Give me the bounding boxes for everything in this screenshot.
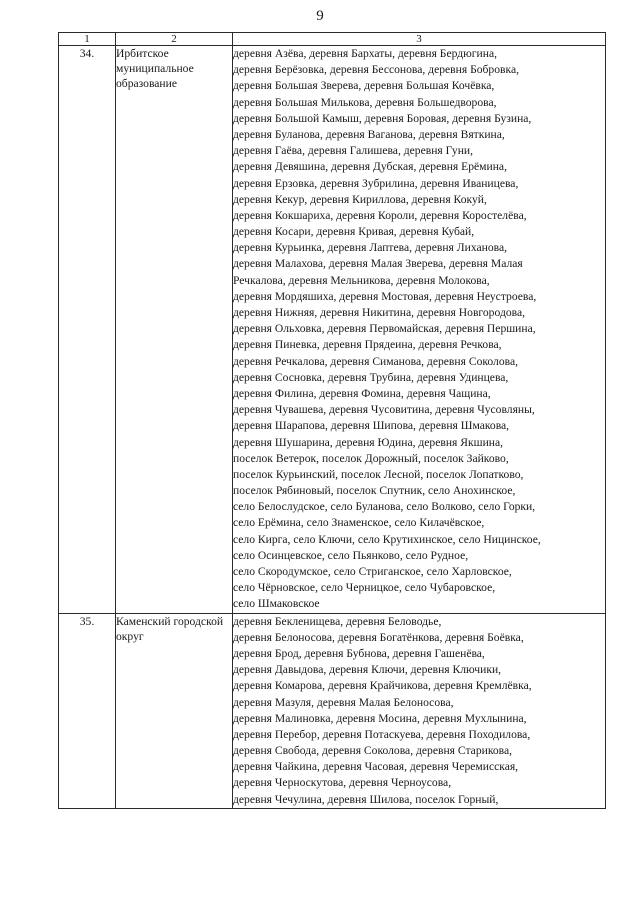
settlement-line: деревня Белоносова, деревня Богатёнкова, деревня Боёвка, [233, 630, 524, 644]
settlement-line: поселок Курьинский, поселок Лесной, поселок Лопатково, [233, 467, 524, 481]
settlement-line: деревня Сосновка, деревня Трубина, деревня Удинцева, [233, 370, 509, 384]
row-number: 35. [59, 613, 116, 808]
settlement-line: село Скородумское, село Стриганское, село Харловское, [233, 565, 512, 578]
settlement-line: деревня Черноскутова, деревня Черноусова, [233, 776, 452, 790]
table-row [59, 613, 606, 808]
settlements-list [233, 613, 606, 808]
settlement-line: деревня Малиновка, деревня Мосина, деревня Мухлынина, [233, 711, 527, 725]
settlement-line: деревня Чечулина, деревня Шилова, поселок Горный, [233, 792, 499, 806]
settlement-line: деревня Давыдова, деревня Ключи, деревня Ключики, [233, 663, 502, 677]
settlements-list [233, 46, 606, 614]
table-body [59, 46, 606, 809]
table-header-row [59, 33, 606, 46]
settlement-line: деревня Курьинка, деревня Лаптева, деревня Лиханова, [233, 241, 508, 255]
settlement-line: деревня Косари, деревня Кривая, деревня Кубай, [233, 225, 475, 239]
municipality-name: Каменский городской округ [116, 613, 233, 808]
row-number: 34. [59, 46, 116, 614]
column-header-2: 2 [116, 33, 233, 46]
settlement-line: деревня Кокшариха, деревня Короли, деревня Коростелёва, [233, 208, 527, 222]
settlement-line: Речкалова, деревня Мельникова, деревня Молокова, [233, 273, 490, 287]
settlement-line: деревня Речкалова, деревня Симанова, деревня Соколова, [233, 354, 518, 368]
settlement-line: деревня Девяшина, деревня Дубская, деревня Ерёмина, [233, 160, 507, 174]
column-header-3: 3 [233, 33, 606, 46]
settlements-table [58, 32, 606, 809]
settlement-line: деревня Филина, деревня Фомина, деревня Чащина, [233, 386, 491, 400]
settlement-line: деревня Буланова, деревня Ваганова, деревня Вяткина, [233, 127, 505, 141]
settlement-line: деревня Нижняя, деревня Никитина, деревня Новгородова, [233, 306, 526, 319]
settlement-line: деревня Чувашева, деревня Чусовитина, деревня Чусовляны, [233, 403, 535, 417]
settlement-line: поселок Ветерок, поселок Дорожный, поселок Зайково, [233, 451, 509, 465]
settlement-line: деревня Большой Камыш, деревня Боровая, деревня Бузина, [233, 111, 532, 125]
settlement-line: деревня Ольховка, деревня Первомайская, деревня Першина, [233, 322, 536, 336]
settlement-line: село Чёрновское, село Черницкое, село Чубаровское, [233, 581, 496, 595]
settlement-line: деревня Малахова, деревня Малая Зверева, деревня Малая [233, 257, 523, 271]
settlement-line: деревня Азёва, деревня Бархаты, деревня Бердюгина, [233, 47, 498, 60]
settlement-line: деревня Мордяшиха, деревня Мостовая, деревня Неустроева, [233, 289, 537, 303]
settlement-line: деревня Перебор, деревня Потаскуева, деревня Походилова, [233, 727, 531, 741]
settlement-line: село Кирга, село Ключи, село Крутихинское, село Ницинское, [233, 532, 541, 546]
column-header-1: 1 [59, 33, 116, 46]
settlement-line: деревня Шарапова, деревня Шипова, деревня Шмакова, [233, 419, 510, 433]
settlement-line: село Шмаковское [233, 597, 320, 611]
page-number: 9 [316, 8, 324, 24]
settlement-line: деревня Берёзовка, деревня Бессонова, деревня Бобровка, [233, 63, 519, 77]
settlement-line: деревня Брод, деревня Бубнова, деревня Гашенёва, [233, 646, 485, 660]
settlement-line: деревня Большая Зверева, деревня Большая Кочёвка, [233, 79, 495, 93]
settlement-line: село Белослудское, село Буланова, село Волково, село Горки, [233, 500, 536, 514]
settlement-line: село Осинцевское, село Пьянково, село Рудное, [233, 548, 469, 562]
table-row [59, 46, 606, 614]
settlement-line: деревня Мазуля, деревня Малая Белоносова, [233, 695, 454, 709]
settlement-line: поселок Рябиновый, поселок Спутник, село Анохинское, [233, 484, 516, 498]
settlement-line: деревня Большая Милькова, деревня Большедворова, [233, 95, 497, 109]
settlement-line: деревня Пиневка, деревня Прядеина, деревня Речкова, [233, 338, 502, 352]
settlement-line: село Ерёмина, село Знаменское, село Килачёвское, [233, 516, 485, 530]
settlement-line: деревня Бекленищева, деревня Беловодье, [233, 614, 442, 628]
settlement-line: деревня Гаёва, деревня Галишева, деревня Гуни, [233, 144, 474, 158]
settlement-line: деревня Кекур, деревня Кириллова, деревня Кокуй, [233, 192, 487, 206]
settlement-line: деревня Комарова, деревня Крайчикова, деревня Кремлёвка, [233, 679, 532, 693]
settlement-line: деревня Чайкина, деревня Часовая, деревня Черемисская, [233, 760, 519, 774]
settlement-line: деревня Свобода, деревня Соколова, деревня Старикова, [233, 744, 513, 758]
settlement-line: деревня Шушарина, деревня Юдина, деревня Якшина, [233, 435, 504, 449]
settlement-line: деревня Ерзовка, деревня Зубрилина, деревня Иваницева, [233, 176, 519, 190]
municipality-name: Ирбитское муниципальное образование [116, 46, 233, 614]
